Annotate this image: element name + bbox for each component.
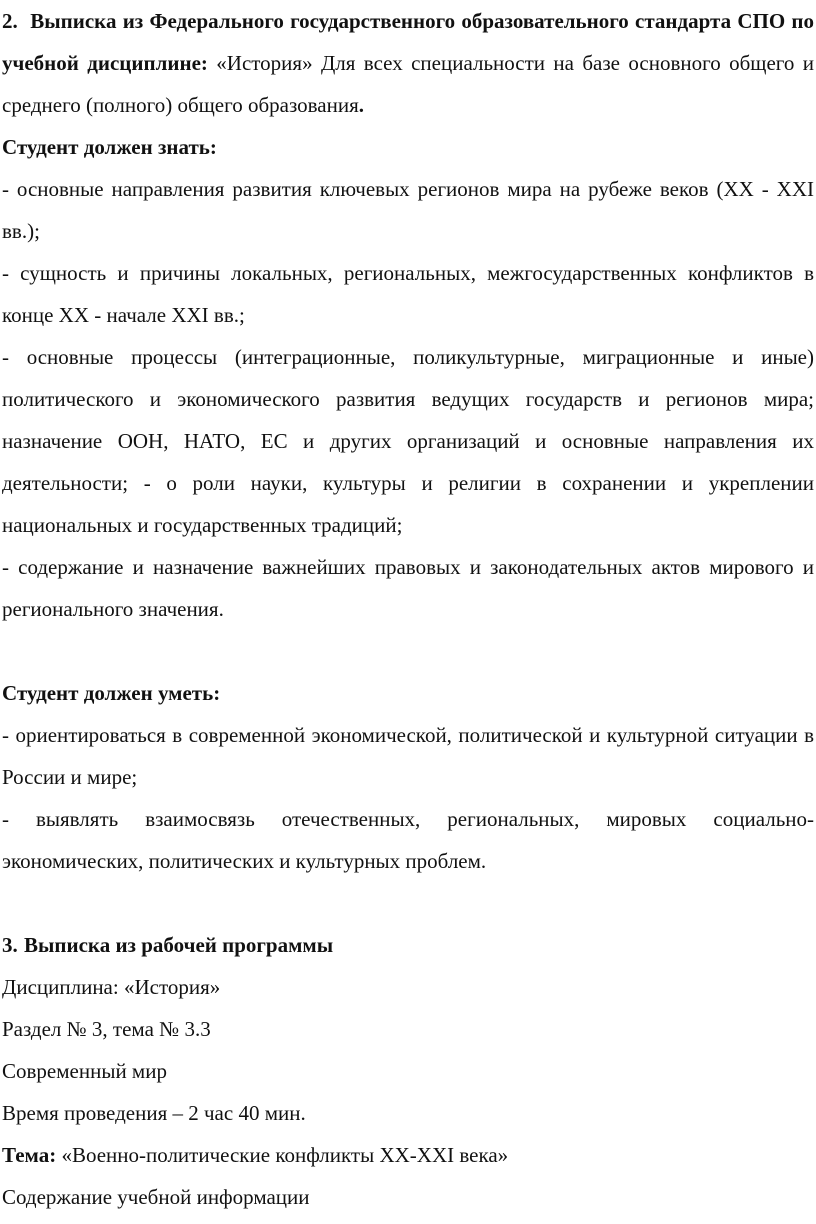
able-item-1: - ориентироваться в современной экономической, политической и культурной ситуации в России и мире; — [2, 723, 814, 789]
topic-label: Тема: — [2, 1143, 57, 1167]
section2-number: 2. — [2, 9, 18, 33]
section-topic-line: Раздел № 3, тема № 3.3 — [2, 1017, 211, 1041]
topic-line — [2, 1134, 814, 1176]
section3-heading-text: Выписка из рабочей программы — [24, 933, 334, 957]
section2-heading-rest: «История» Для всех специальности на базе основного общего и среднего (полного) общего образования — [2, 51, 814, 117]
know-item-1: - основные направления развития ключевых регионов мира на рубеже веков (XX - XXI вв.); — [2, 177, 814, 243]
section3-number: 3. — [2, 933, 18, 957]
content-label-line: Содержание учебной информации — [2, 1185, 310, 1209]
modern-world-line: Современный мир — [2, 1059, 167, 1083]
duration-line: Время проведения – 2 час 40 мин. — [2, 1101, 306, 1125]
section2-heading-bold: Выписка из Федерального государственного образовательного стандарта СПО по учебной дисциплине: — [2, 9, 815, 75]
able-title — [2, 672, 814, 714]
able-item-2: - выявлять взаимосвязь отечественных, региональных, мировых социально-экономических, политических и культурных проблем. — [2, 807, 814, 873]
know-item-3: - основные процессы (интеграционные, поликультурные, миграционные и иные) политического и экономического развития ведущих государств и регионов мира; назначение ООН, НАТО, ЕС и других организаций и основные направления их деятельности; - о роли науки, культуры и религии в сохранении и укреплении национальных и государственных традиций; — [2, 345, 814, 537]
know-item-4: - содержание и назначение важнейших правовых и законодательных актов мирового и регионального значения. — [2, 555, 814, 621]
know-item-2: - сущность и причины локальных, региональных, межгосударственных конфликтов в конце XX - начале XXI вв.; — [2, 261, 814, 327]
section2-heading — [2, 0, 814, 126]
section2-heading-end: . — [358, 93, 364, 117]
know-title — [2, 126, 814, 168]
able-title-text: Студент должен уметь: — [2, 681, 221, 705]
topic-value: «Военно-политические конфликты XX-XXI века» — [56, 1143, 509, 1167]
discipline-line: Дисциплина: «История» — [2, 975, 221, 999]
section3-heading — [2, 924, 814, 966]
know-title-text: Студент должен знать: — [2, 135, 217, 159]
